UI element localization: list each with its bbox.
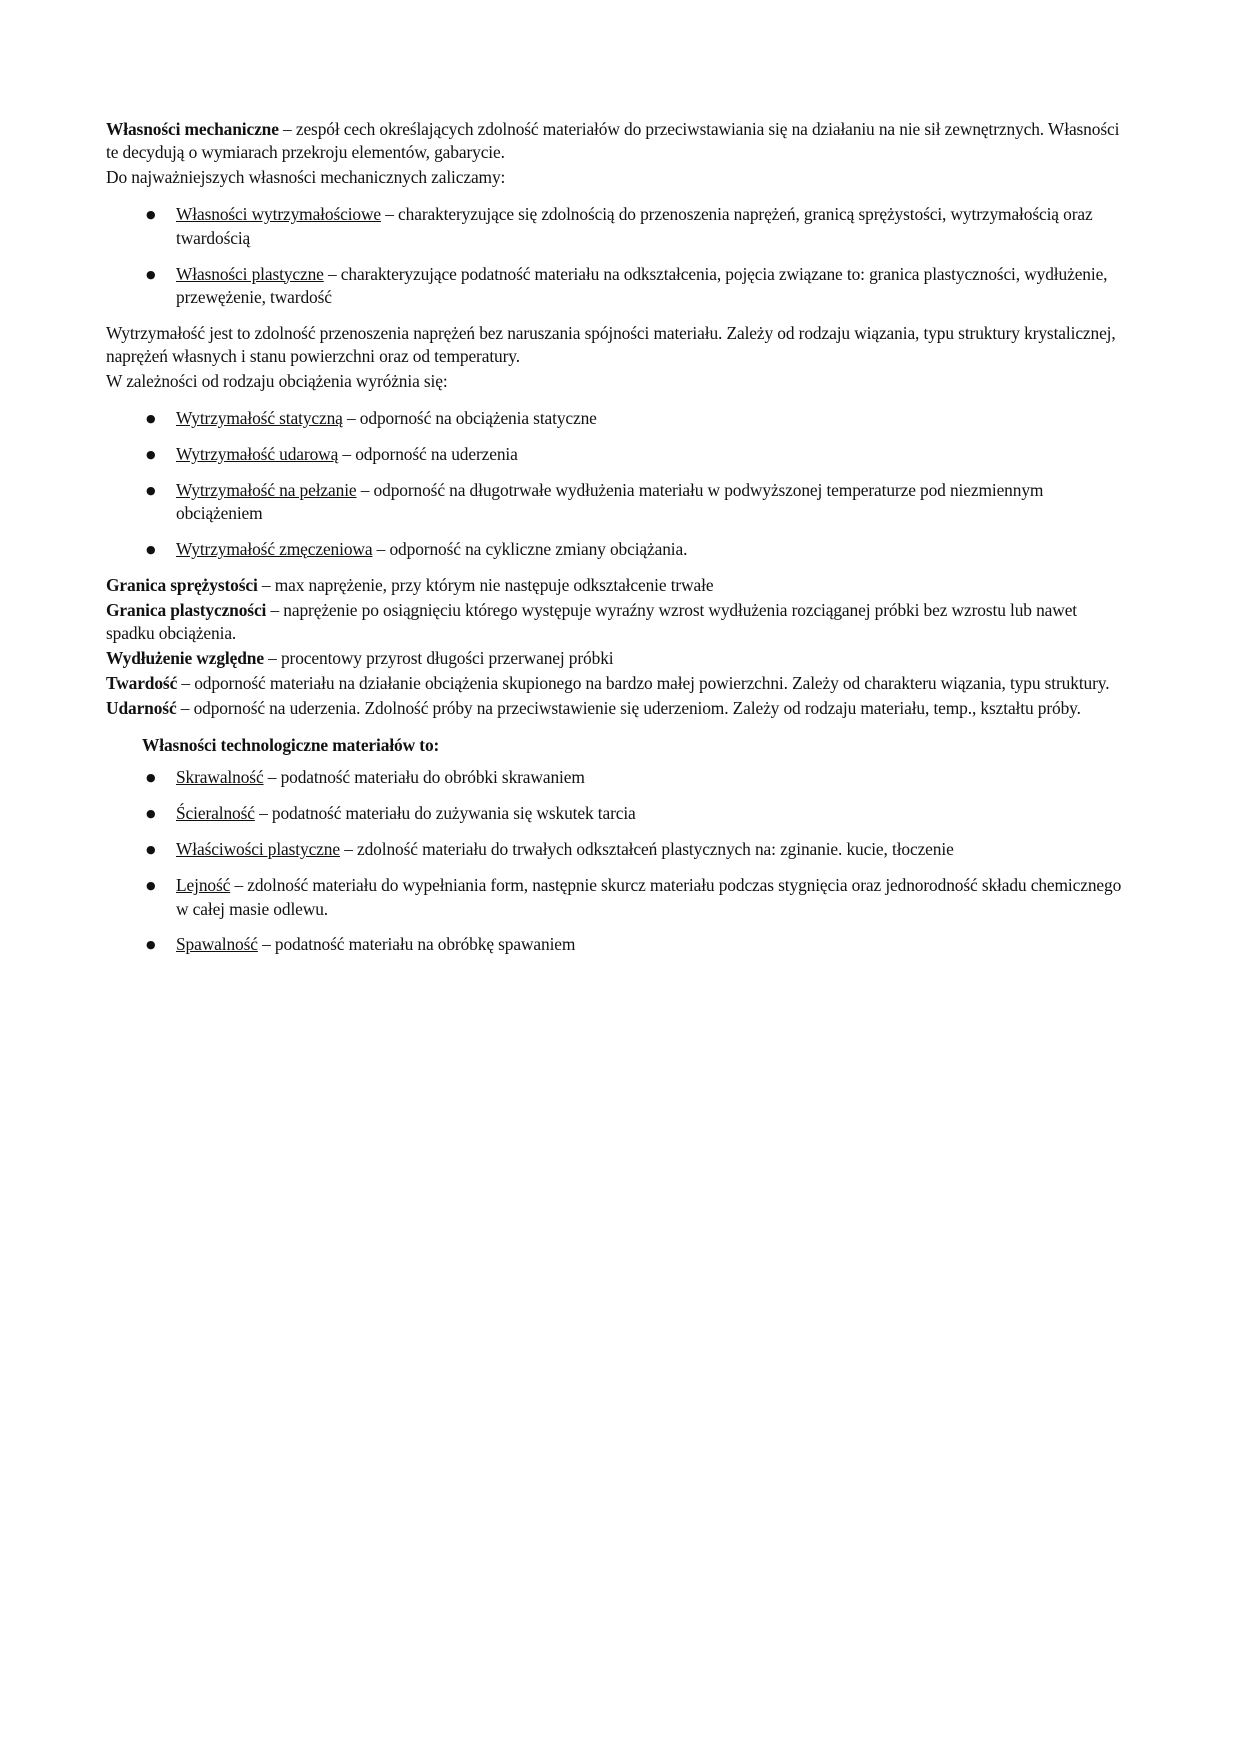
list-item bbox=[106, 203, 1122, 250]
bullet-icon: ● bbox=[146, 771, 156, 785]
term-definition: – podatność materiału do zużywania się wskutek tarcia bbox=[254, 803, 636, 824]
spacer bbox=[106, 759, 1122, 766]
term-label: Spawalność bbox=[176, 934, 258, 955]
term-label: Wytrzymałość udarową bbox=[176, 443, 339, 464]
bullet-icon: ● bbox=[146, 208, 156, 222]
term-definition: – podatność materiału na obróbkę spawaniem bbox=[257, 934, 576, 955]
term-definition: – charakteryzujące się zdolnością do przenoszenia naprężeń, granicą sprężystości, wytrzymałością oraz twardością bbox=[176, 204, 1093, 248]
term-definition: – zdolność materiału do trwałych odkształceń plastycznych na: zginanie. kucie, tłoczenie bbox=[339, 839, 954, 860]
term-label: Skrawalność bbox=[176, 767, 264, 788]
bullet-icon: ● bbox=[146, 938, 156, 952]
intro-lead-in: Do najważniejszych własności mechanicznych zaliczamy: bbox=[106, 167, 506, 188]
term-definition: – charakteryzujące podatność materiału na odkształcenia, pojęcia związane to: granica plastyczności, wydłużenie, przewężenie, twardość bbox=[176, 263, 1108, 307]
intro-term: Własności mechaniczne bbox=[106, 119, 279, 139]
definition-udarnosc bbox=[106, 697, 1122, 720]
term-definition: – odporność na uderzenia. Zdolność próby na przeciwstawienie się uderzeniom. Zależy od rodzaju materiału, temp., kształtu próby. bbox=[176, 698, 1081, 719]
list-item-text bbox=[176, 479, 1122, 526]
definition-wydluzenie-wzgledne bbox=[106, 647, 1122, 670]
list-item bbox=[106, 407, 1122, 430]
technological-properties-list bbox=[106, 766, 1122, 956]
term-label: Lejność bbox=[176, 875, 231, 896]
list-item-text bbox=[176, 203, 1122, 250]
term-label: Własności plastyczne bbox=[176, 263, 324, 284]
term-definition: – odporność na długotrwałe wydłużenia materiału w podwyższonej temperaturze pod niezmiennym obciążeniem bbox=[176, 479, 1044, 524]
list-item-text bbox=[176, 838, 1122, 861]
intro-paragraph bbox=[106, 118, 1122, 165]
list-item bbox=[106, 874, 1122, 921]
term-definition: – naprężenie po osiągnięciu którego występuje wyraźny wzrost wydłużenia rozciąganej próbki bez wzrostu lub nawet spadku obciążenia. bbox=[106, 600, 1078, 644]
definition-granica-sprezystosci bbox=[106, 574, 1122, 597]
bullet-icon: ● bbox=[146, 879, 156, 893]
term-definition: – odporność na cykliczne zmiany obciążania. bbox=[372, 539, 688, 560]
term-label: Właściwości plastyczne bbox=[176, 839, 340, 860]
load-lead-in: W zależności od rodzaju obciążenia wyróżnia się: bbox=[106, 371, 448, 392]
document-body bbox=[106, 118, 1122, 957]
term-label: Wytrzymałość na pełzanie bbox=[176, 479, 357, 500]
spacer bbox=[106, 191, 1122, 203]
bullet-icon: ● bbox=[146, 543, 156, 557]
bullet-icon: ● bbox=[146, 447, 156, 461]
strength-types-list bbox=[106, 407, 1122, 562]
term-definition: – odporność na obciążenia statyczne bbox=[342, 408, 597, 429]
spacer bbox=[106, 395, 1122, 407]
term-label: Granica sprężystości bbox=[106, 575, 258, 596]
bullet-icon: ● bbox=[146, 412, 156, 426]
list-item bbox=[106, 263, 1122, 310]
bullet-icon: ● bbox=[146, 267, 156, 281]
definition-twardosc bbox=[106, 672, 1122, 695]
term-definition: – max naprężenie, przy którym nie następuje odkształcenie trwałe bbox=[257, 575, 714, 596]
technological-heading: Własności technologiczne materiałów to: bbox=[142, 735, 440, 756]
list-item-text bbox=[176, 874, 1122, 921]
definition-granica-plastycznosci bbox=[106, 599, 1122, 646]
list-item bbox=[106, 538, 1122, 561]
list-item-text bbox=[176, 933, 1122, 956]
term-label: Twardość bbox=[106, 673, 178, 694]
bullet-icon: ● bbox=[146, 843, 156, 857]
list-item-text bbox=[176, 263, 1122, 310]
bullet-icon: ● bbox=[146, 807, 156, 821]
term-definition: – zdolność materiału do wypełniania form, następnie skurcz materiału podczas stygnięcia oraz jednorodność składu chemicznego w całej masie odlewu. bbox=[176, 875, 1122, 919]
list-item-text bbox=[176, 443, 1122, 466]
list-item bbox=[106, 933, 1122, 956]
mechanical-properties-list bbox=[106, 203, 1122, 309]
list-item-text bbox=[176, 538, 1122, 561]
spacer bbox=[106, 722, 1122, 734]
intro-definition: – zespół cech określających zdolność materiałów do przeciwstawiania się na działaniu na nie sił zewnętrznych. Własności te decydują o wymiarach przekroju elementów, gabarycie. bbox=[106, 119, 1120, 163]
list-item bbox=[106, 766, 1122, 789]
list-item-text bbox=[176, 407, 1122, 430]
strength-paragraph: Wytrzymałość jest to zdolność przenoszenia naprężeń bez naruszania spójności materiału. Zależy od rodzaju wiązania, typu struktury krystalicznej, naprężeń własnych i stanu powierzchni oraz od temperatury. bbox=[106, 322, 1116, 367]
term-label: Własności wytrzymałościowe bbox=[176, 204, 382, 225]
term-label: Ścieralność bbox=[176, 803, 255, 824]
term-definition: – odporność na uderzenia bbox=[338, 443, 518, 464]
term-definition: – odporność materiału na działanie obciążenia skupionego na bardzo małej powierzchni. Zależy od charakteru wiązania, typu struktury. bbox=[177, 673, 1110, 694]
term-definition: – podatność materiału do obróbki skrawaniem bbox=[263, 767, 585, 788]
term-label: Granica plastyczności bbox=[106, 600, 267, 620]
term-label: Udarność bbox=[106, 698, 177, 719]
list-item-text bbox=[176, 766, 1122, 789]
bullet-icon: ● bbox=[146, 483, 156, 497]
list-item-text bbox=[176, 802, 1122, 825]
term-label: Wytrzymałość zmęczeniowa bbox=[176, 539, 373, 560]
term-label: Wytrzymałość statyczną bbox=[176, 408, 343, 429]
list-item bbox=[106, 838, 1122, 861]
term-label: Wydłużenie względne bbox=[106, 648, 264, 669]
list-item bbox=[106, 443, 1122, 466]
list-item bbox=[106, 479, 1122, 526]
term-definition: – procentowy przyrost długości przerwanej próbki bbox=[263, 648, 614, 669]
list-item bbox=[106, 802, 1122, 825]
